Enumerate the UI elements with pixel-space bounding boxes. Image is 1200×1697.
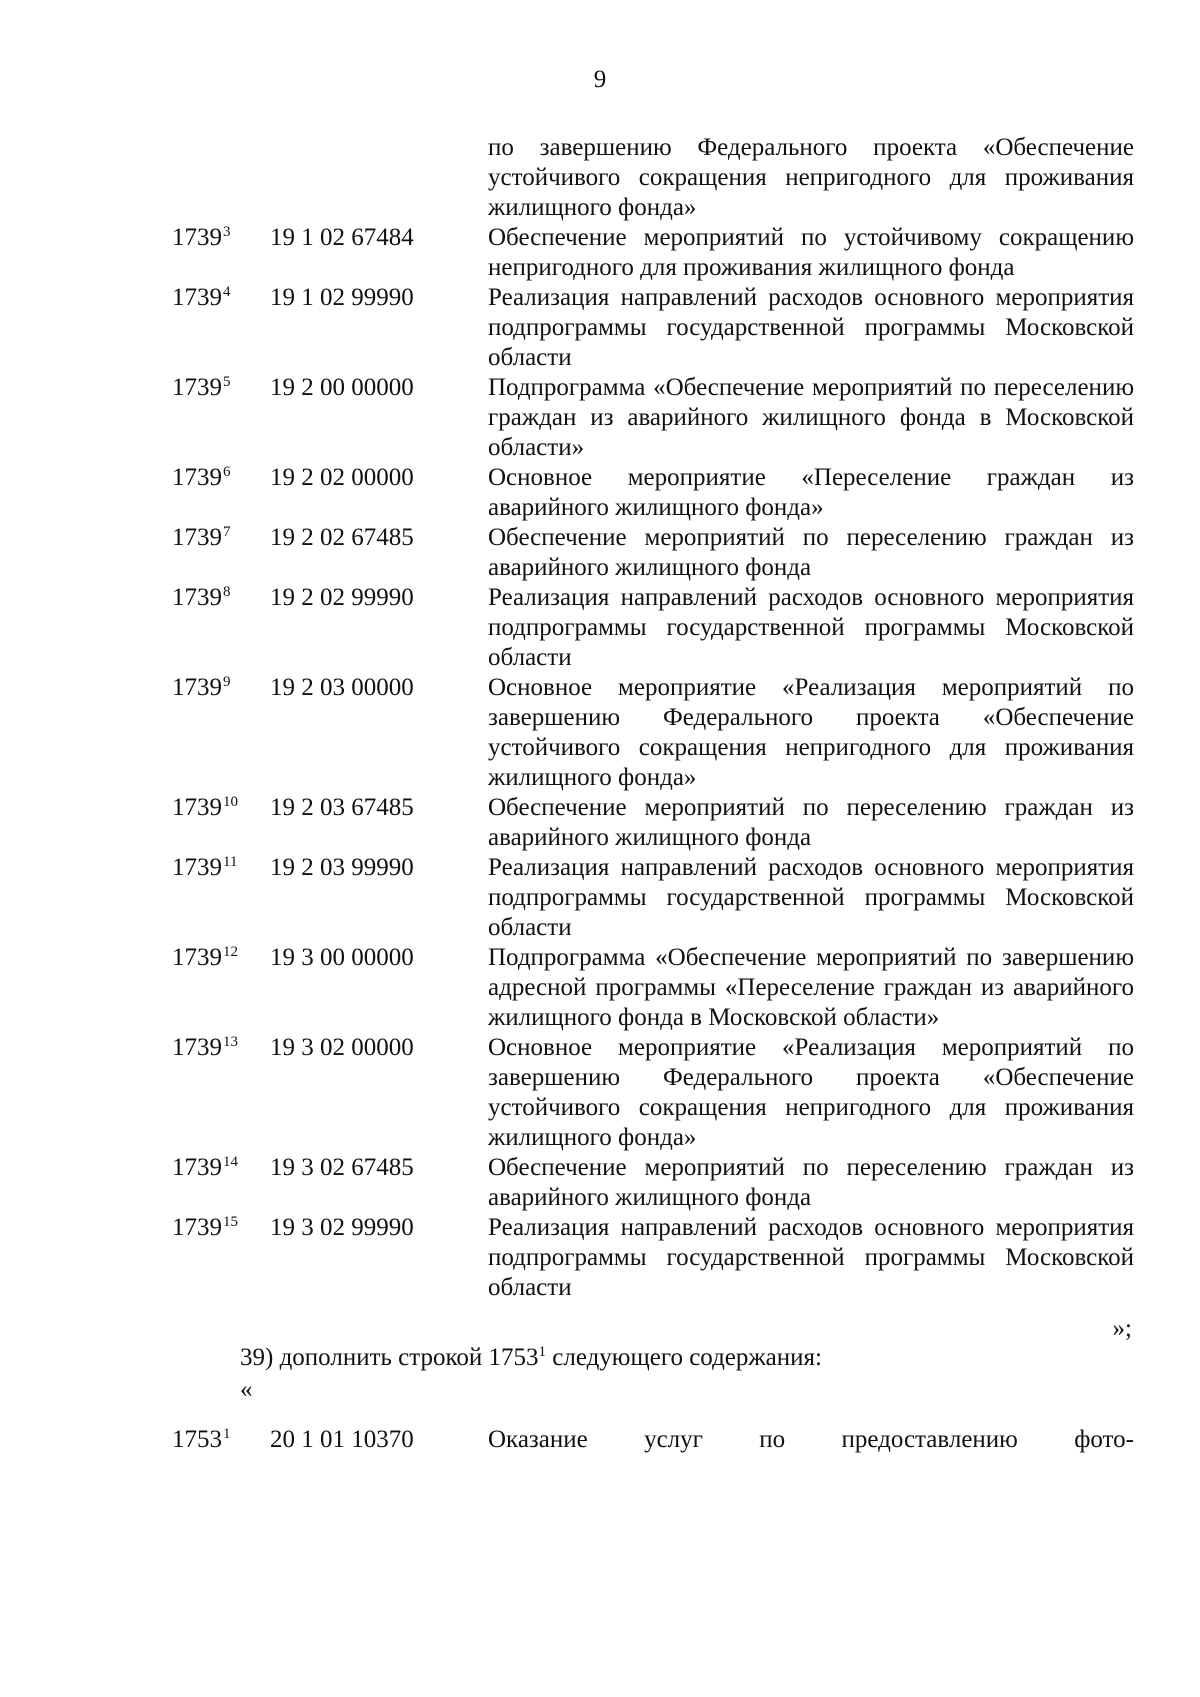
- row-description: Основное мероприятие «Реализация мероприятий по завершению Федерального проекта «Обеспечение устойчивого сокращения непригодного для проживания жилищного фонда»: [488, 1034, 1134, 1151]
- row-code: 19 2 02 99990: [270, 584, 414, 611]
- table-row: [0, 523, 1200, 583]
- row-number-superscript: 5: [223, 374, 231, 390]
- desc-word: услуг: [644, 1426, 703, 1453]
- row-description: по завершению Федерального проекта «Обеспечение устойчивого сокращения непригодного для проживания жилищного фонда»: [488, 134, 1134, 221]
- continuation-row: [0, 133, 1200, 223]
- row-number-superscript: 6: [223, 464, 231, 480]
- row-number-superscript: 11: [223, 854, 238, 870]
- row-number-superscript: 4: [223, 284, 231, 300]
- row-description: Реализация направлений расходов основного мероприятия подпрограммы государственной программы Московской области: [488, 854, 1134, 941]
- closing-quote: »;: [1112, 1315, 1132, 1342]
- row-number: 1739: [172, 1154, 222, 1181]
- table-row: [0, 943, 1200, 1033]
- row-code: 19 2 02 67485: [270, 524, 414, 551]
- row-code: 19 2 02 00000: [270, 464, 414, 491]
- row-description: Подпрограмма «Обеспечение мероприятий по завершению адресной программы «Переселение граждан из аварийного жилищного фонда в Московской области»: [488, 944, 1134, 1031]
- row-number-superscript: 13: [223, 1034, 238, 1050]
- row-number-superscript: 9: [223, 674, 231, 690]
- table-row: [0, 583, 1200, 673]
- row-number: 1739: [172, 374, 222, 401]
- row-number: 1739: [172, 1214, 222, 1241]
- row-number: 1739: [172, 794, 222, 821]
- table-row: [0, 1153, 1200, 1213]
- document-tail: [0, 1303, 1200, 1563]
- row-description: Обеспечение мероприятий по переселению граждан из аварийного жилищного фонда: [488, 794, 1134, 851]
- row-number: 1739: [172, 464, 222, 491]
- row-number: 1739: [172, 944, 222, 971]
- row-description: [488, 1425, 1134, 1455]
- row-description: Реализация направлений расходов основного мероприятия подпрограммы государственной программы Московской области: [488, 284, 1134, 371]
- row-description: Реализация направлений расходов основного мероприятия подпрограммы государственной программы Московской области: [488, 584, 1134, 671]
- paragraph-text-end: следующего содержания:: [546, 1344, 822, 1371]
- paragraph-text-start: 39) дополнить строкой 1753: [240, 1344, 539, 1371]
- opening-quote: «: [240, 1376, 253, 1403]
- table-row: [0, 1033, 1200, 1153]
- desc-word: фото-: [1074, 1426, 1134, 1453]
- row-number-superscript: 3: [223, 224, 231, 240]
- page-number: 9: [593, 66, 607, 93]
- row-code: 19 2 03 67485: [270, 794, 414, 821]
- row-number: 1739: [172, 1034, 222, 1061]
- row-description: Обеспечение мероприятий по переселению граждан из аварийного жилищного фонда: [488, 524, 1134, 581]
- row-number: 1739: [172, 524, 222, 551]
- row-number: 1739: [172, 584, 222, 611]
- row-description: Основное мероприятие «Реализация мероприятий по завершению Федерального проекта «Обеспечение устойчивого сокращения непригодного для проживания жилищного фонда»: [488, 674, 1134, 791]
- row-code: 19 3 00 00000: [270, 944, 414, 971]
- desc-word: по: [759, 1426, 786, 1453]
- row-description: Обеспечение мероприятий по переселению граждан из аварийного жилищного фонда: [488, 1154, 1134, 1211]
- row-number: 1739: [172, 674, 222, 701]
- table-row: [0, 283, 1200, 373]
- row-code: 19 3 02 67485: [270, 1154, 414, 1181]
- table-rows: [0, 223, 1200, 1303]
- table-row: [0, 793, 1200, 853]
- amendment-paragraph: [240, 1343, 822, 1376]
- row-description: Подпрограмма «Обеспечение мероприятий по переселению граждан из аварийного жилищного фонда в Московской области»: [488, 374, 1134, 461]
- row-number-superscript: 8: [223, 584, 231, 600]
- row-number-superscript: 10: [223, 794, 238, 810]
- desc-word: предоставлению: [841, 1426, 1018, 1453]
- row-code: 19 2 03 00000: [270, 674, 414, 701]
- row-code: 19 3 02 00000: [270, 1034, 414, 1061]
- row-description: Основное мероприятие «Переселение граждан из аварийного жилищного фонда»: [488, 464, 1134, 521]
- row-description: Обеспечение мероприятий по устойчивому сокращению непригодного для проживания жилищного фонда: [488, 224, 1134, 281]
- row-number: 1753: [172, 1426, 222, 1453]
- row-code: 19 1 02 67484: [270, 224, 414, 251]
- row-number: 1739: [172, 284, 222, 311]
- row-number-superscript: 7: [223, 524, 231, 540]
- row-code: 19 3 02 99990: [270, 1214, 414, 1241]
- new-row-1753: [0, 1425, 1200, 1458]
- document-body: [0, 133, 1200, 1563]
- table-row: [0, 223, 1200, 283]
- row-code: 19 1 02 99990: [270, 284, 414, 311]
- desc-word: Оказание: [488, 1426, 588, 1453]
- row-code: 19 2 03 99990: [270, 854, 414, 881]
- row-description: Реализация направлений расходов основного мероприятия подпрограммы государственной программы Московской области: [488, 1214, 1134, 1301]
- row-number-superscript: 1: [223, 1426, 231, 1442]
- row-number: 1739: [172, 854, 222, 881]
- table-row: [0, 673, 1200, 793]
- table-row: [0, 853, 1200, 943]
- row-code: 20 1 01 10370: [270, 1426, 414, 1453]
- table-row: [0, 373, 1200, 463]
- row-number-superscript: 14: [223, 1154, 238, 1170]
- row-number-superscript: 12: [223, 944, 238, 960]
- table-row: [0, 1213, 1200, 1303]
- paragraph-superscript: 1: [538, 1344, 546, 1360]
- table-row: [0, 463, 1200, 523]
- row-code: 19 2 00 00000: [270, 374, 414, 401]
- row-number-superscript: 15: [223, 1214, 238, 1230]
- row-number: 1739: [172, 224, 222, 251]
